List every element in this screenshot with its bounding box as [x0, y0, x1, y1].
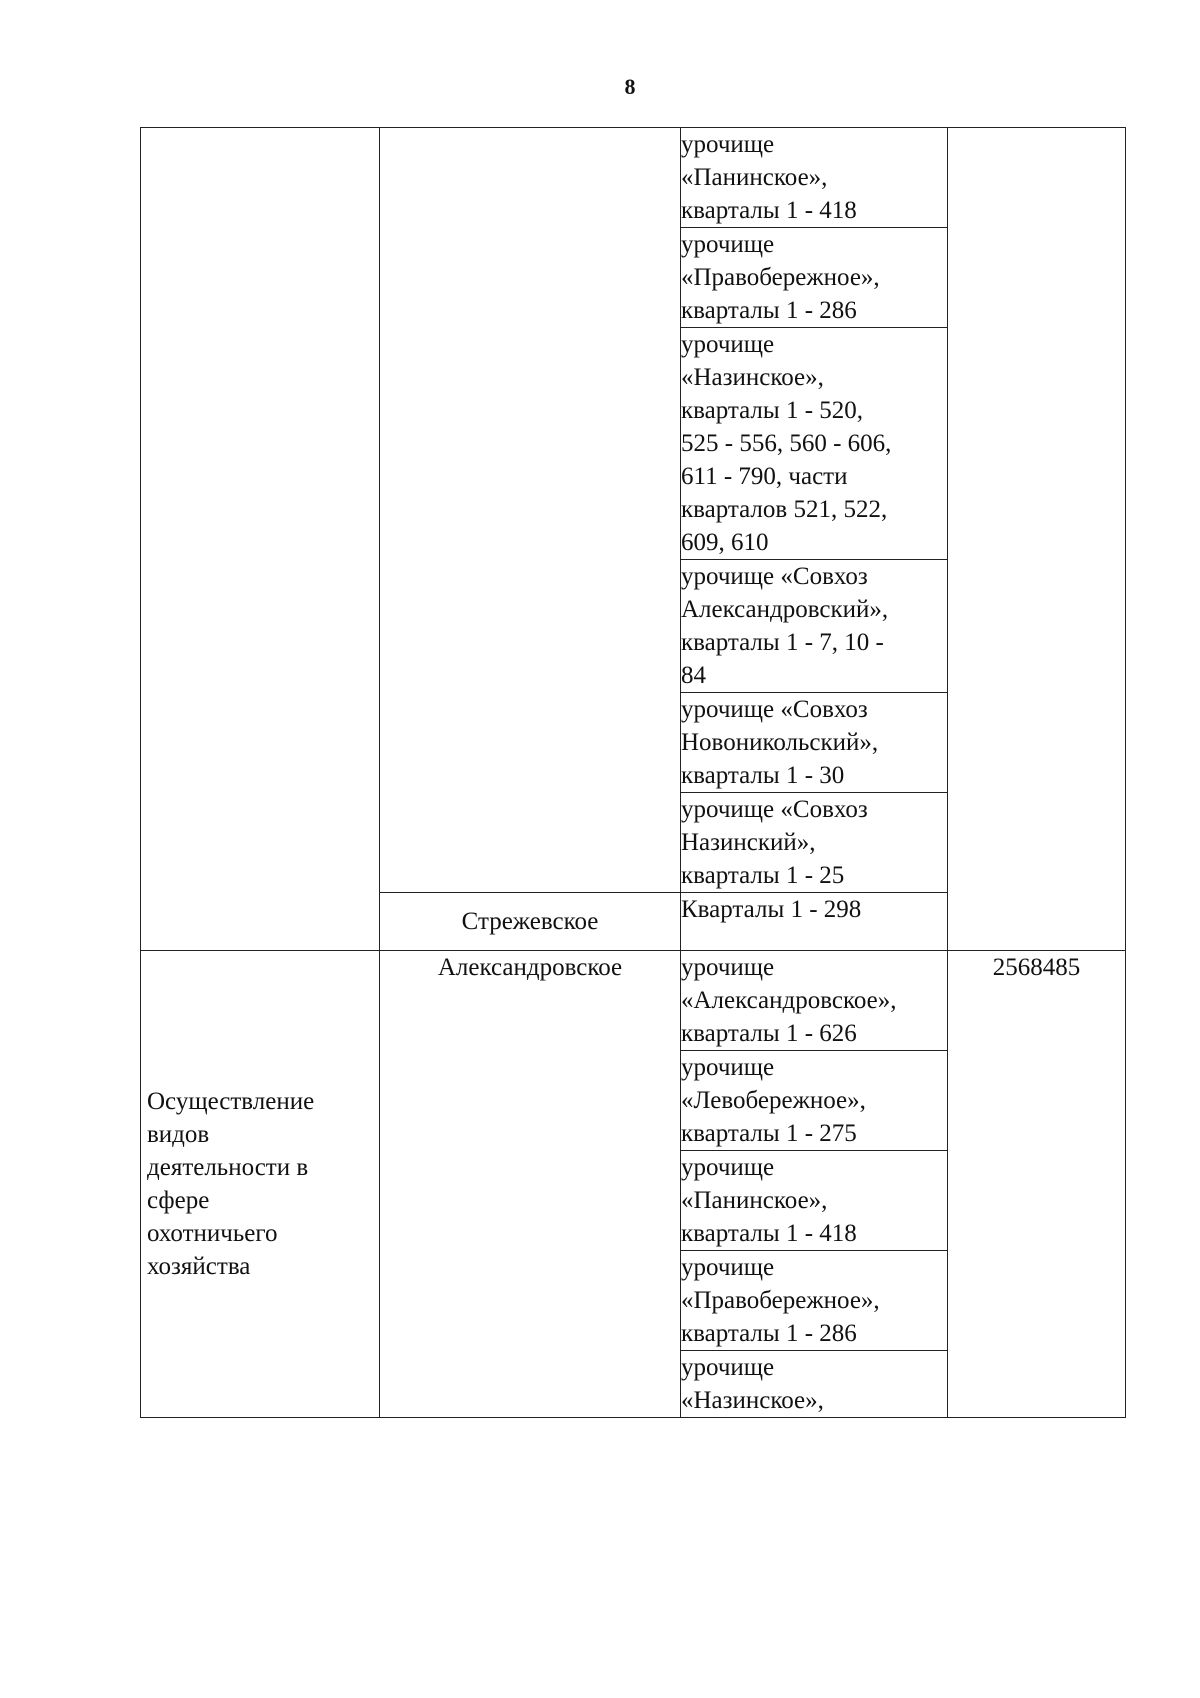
cell-text-line: урочище [681, 954, 775, 981]
cell-text-line: кварталы 1 - 7, 10 - [681, 629, 884, 656]
cell-text-line: кварталы 1 - 286 [681, 1320, 857, 1347]
cell-text-line: Осуществление [147, 1088, 315, 1115]
plot-cell [681, 328, 948, 560]
cell-text-line: видов [147, 1121, 210, 1148]
cell-text-line: урочище «Совхоз [681, 796, 868, 823]
number-cell [948, 128, 1126, 951]
district-cell: Александровское [380, 951, 681, 1418]
plot-cell [681, 1351, 948, 1418]
cell-text-line: урочище [681, 1054, 775, 1081]
plot-cell [681, 693, 948, 793]
plot-cell [681, 560, 948, 693]
activity-cell [141, 128, 380, 951]
plot-cell [681, 228, 948, 328]
cell-text-line: урочище [681, 1154, 775, 1181]
cell-text-line: 611 - 790, части [681, 463, 848, 490]
cell-text-line: «Панинское», [681, 164, 828, 191]
cell-text-line: кварталы 1 - 418 [681, 197, 857, 224]
cell-text-line: кварталы 1 - 626 [681, 1020, 857, 1047]
plot-cell [681, 1151, 948, 1251]
cell-text-line: урочище [681, 1354, 775, 1381]
activity-cell [141, 951, 380, 1418]
page-number: 8 [624, 74, 636, 99]
cell-text-line: «Александровское», [681, 987, 897, 1014]
cell-text-line: кварталы 1 - 275 [681, 1120, 857, 1147]
cell-text-line: «Панинское», [681, 1187, 828, 1214]
plot-cell [681, 1051, 948, 1151]
cell-text-line: «Правобережное», [681, 1287, 880, 1314]
table-row [141, 951, 1126, 1051]
cell-text-line: «Назинское», [681, 1387, 824, 1414]
cell-text-line: урочище [681, 131, 775, 158]
cell-text-line: 609, 610 [681, 529, 769, 556]
cell-text-line: урочище «Совхоз [681, 563, 868, 590]
plot-cell [681, 128, 948, 228]
cell-text-line: кварталы 1 - 520, [681, 397, 864, 424]
cell-text-line: Новоникольский», [681, 729, 879, 756]
plot-cell [681, 1251, 948, 1351]
plot-cell: Кварталы 1 - 298 [681, 893, 948, 951]
cell-text-line: кварталов 521, 522, [681, 496, 888, 523]
district-cell: Стрежевское [380, 893, 681, 951]
cell-text-line: «Правобережное», [681, 264, 880, 291]
cell-text-line: охотничьего [147, 1220, 278, 1247]
cell-text-line: урочище [681, 1254, 775, 1281]
cell-text-line: кварталы 1 - 418 [681, 1220, 857, 1247]
cell-text-line: 525 - 556, 560 - 606, [681, 430, 892, 457]
cell-text-line: «Левобережное», [681, 1087, 866, 1114]
cell-text-line: урочище [681, 231, 775, 258]
cell-text-line: 84 [681, 662, 706, 689]
district-cell [380, 128, 681, 893]
cell-text-line: деятельности в [147, 1154, 309, 1181]
plot-cell [681, 793, 948, 893]
cell-text-line: «Назинское», [681, 364, 824, 391]
table-row [141, 128, 1126, 228]
number-cell: 2568485 [948, 951, 1126, 1418]
cell-text-line: урочище «Совхоз [681, 696, 868, 723]
cell-text-line: кварталы 1 - 25 [681, 862, 845, 889]
cell-text-line: Александровский», [681, 596, 889, 623]
cell-text-line: хозяйства [147, 1253, 251, 1280]
cell-text-line: кварталы 1 - 286 [681, 297, 857, 324]
cell-text-line: урочище [681, 331, 775, 358]
cell-text-line: Назинский», [681, 829, 816, 856]
forestry-table [140, 127, 1126, 1418]
cell-text-line: кварталы 1 - 30 [681, 762, 845, 789]
cell-text-line: сфере [147, 1187, 210, 1214]
plot-cell [681, 951, 948, 1051]
